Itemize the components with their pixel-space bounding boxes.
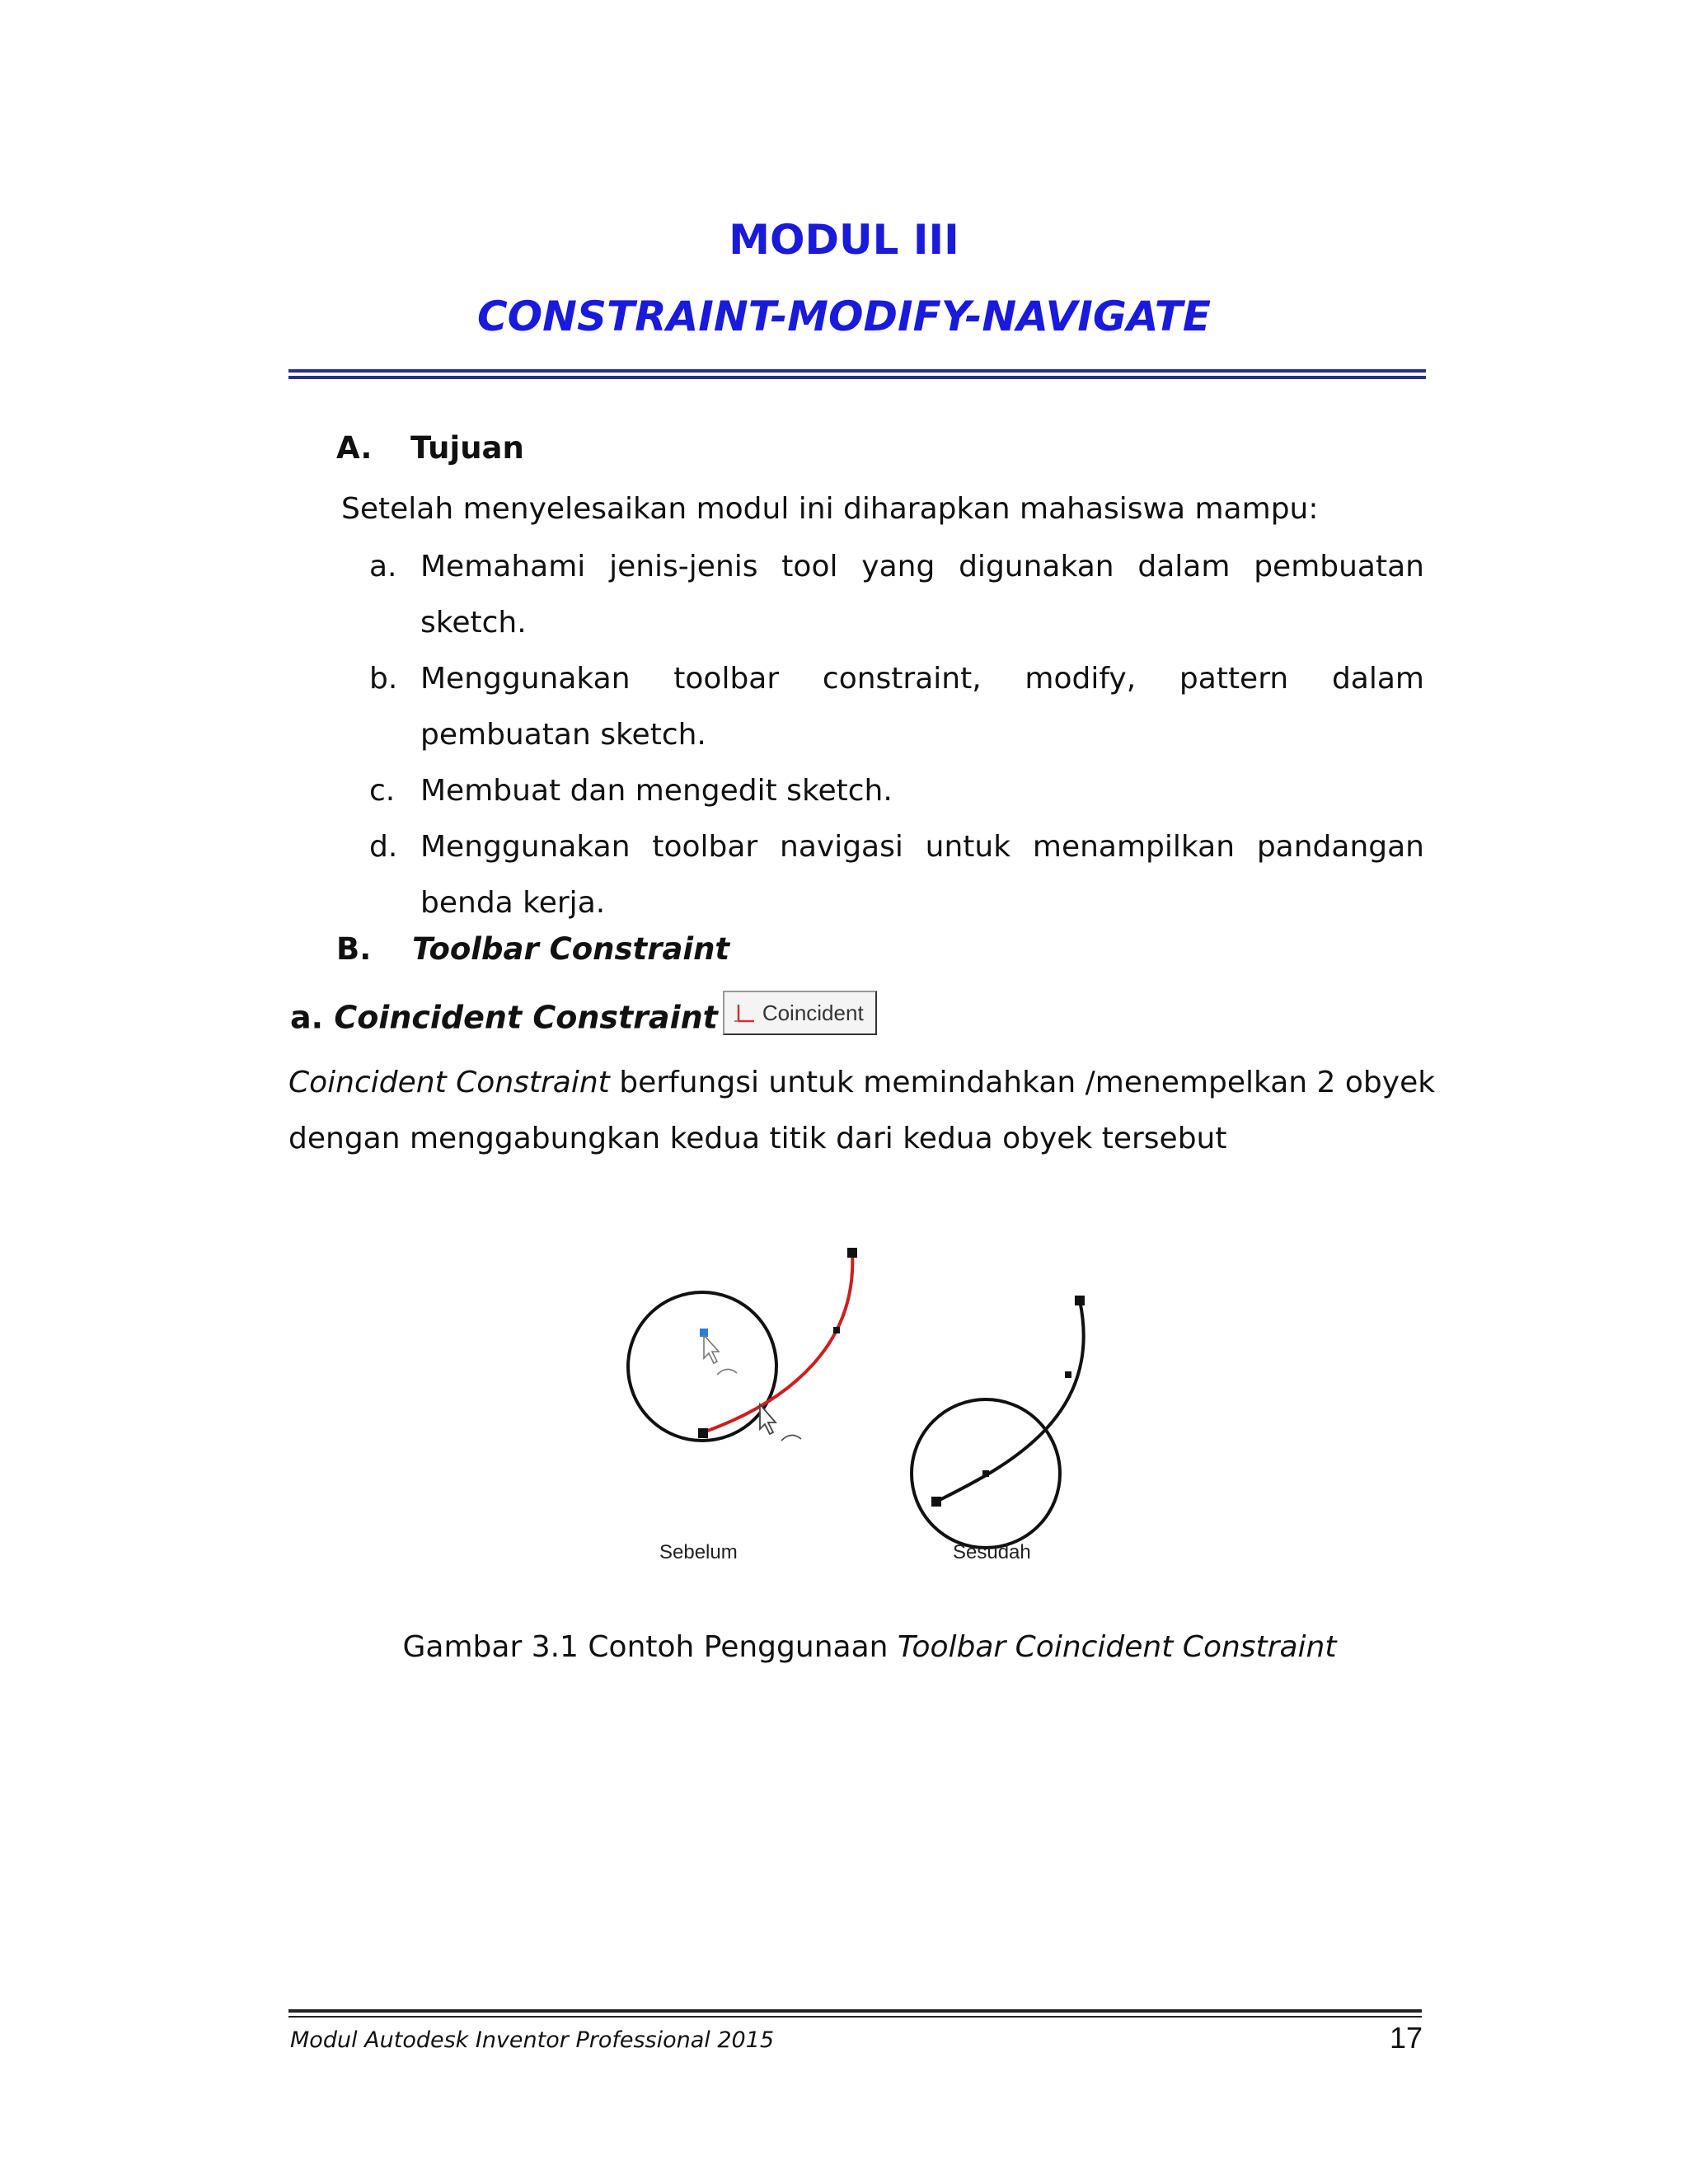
subsection-a-prefix: a.	[290, 999, 324, 1036]
list-item: b. Menggunakan toolbar constraint, modify, pattern dalam pembuatan sketch.	[369, 662, 1424, 752]
list-item: a. Memahami jenis-jenis tool yang digunakan dalam pembuatan sketch.	[369, 550, 1424, 640]
section-a-title: Tujuan	[410, 430, 524, 466]
label-before: Sebelum	[659, 1541, 738, 1563]
footer-divider	[288, 2009, 1422, 2018]
cursor-icon	[760, 1404, 776, 1434]
footer-title: Modul Autodesk Inventor Professional 2015	[290, 2027, 775, 2053]
objectives-list	[369, 539, 1424, 931]
coincident-figure	[593, 1236, 1154, 1599]
label-after: Sesudah	[953, 1541, 1031, 1563]
page-number: 17	[1389, 2021, 1423, 2055]
section-a-number: A.	[336, 430, 373, 466]
move-arrow-icon	[781, 1435, 801, 1441]
move-arrow-icon	[717, 1369, 737, 1375]
after-arc-end-point	[1075, 1296, 1085, 1305]
body-term: Coincident Constraint	[288, 1066, 610, 1099]
after-arc-start-point	[931, 1497, 941, 1507]
section-b-number: B.	[336, 931, 372, 967]
after-circle-center-point	[982, 1470, 989, 1477]
list-item: c. Membuat dan mengedit sketch.	[369, 774, 893, 808]
before-arc-mid-point	[833, 1327, 840, 1333]
coincident-icon	[733, 1003, 756, 1026]
coincident-button-label: Coincident	[762, 1001, 864, 1025]
module-subtitle: CONSTRAINT-MODIFY-NAVIGATE	[476, 293, 1212, 340]
subsection-a-body-line1: Coincident Constraint berfungsi untuk memindahkan /menempelkan 2 obyek	[288, 1066, 1436, 1099]
list-item: d. Menggunakan toolbar navigasi untuk menampilkan pandangan benda kerja.	[369, 830, 1424, 920]
subsection-a-heading	[290, 997, 877, 1042]
after-arc-mid-point	[1065, 1371, 1071, 1378]
subsection-a-title: Coincident Constraint	[334, 999, 718, 1036]
section-a-heading	[336, 430, 524, 466]
subsection-a-body-line2: dengan menggabungkan kedua titik dari kedua obyek tersebut	[288, 1122, 1227, 1155]
before-arc	[703, 1253, 852, 1432]
header-divider	[288, 369, 1426, 379]
before-arc-start-point	[698, 1428, 708, 1438]
figure-caption: Gambar 3.1 Contoh Penggunaan Toolbar Coincident Constraint	[402, 1630, 1337, 1664]
section-b-title: Toolbar Constraint	[412, 931, 730, 967]
section-b-heading	[336, 931, 729, 967]
section-a-intro: Setelah menyelesaikan modul ini diharapkan mahasiswa mampu:	[341, 492, 1319, 526]
before-circle	[628, 1292, 776, 1441]
before-arc-end-point	[847, 1248, 857, 1258]
coincident-button[interactable]	[723, 991, 877, 1035]
module-title: MODUL III	[729, 216, 959, 264]
cursor-icon	[704, 1335, 719, 1363]
